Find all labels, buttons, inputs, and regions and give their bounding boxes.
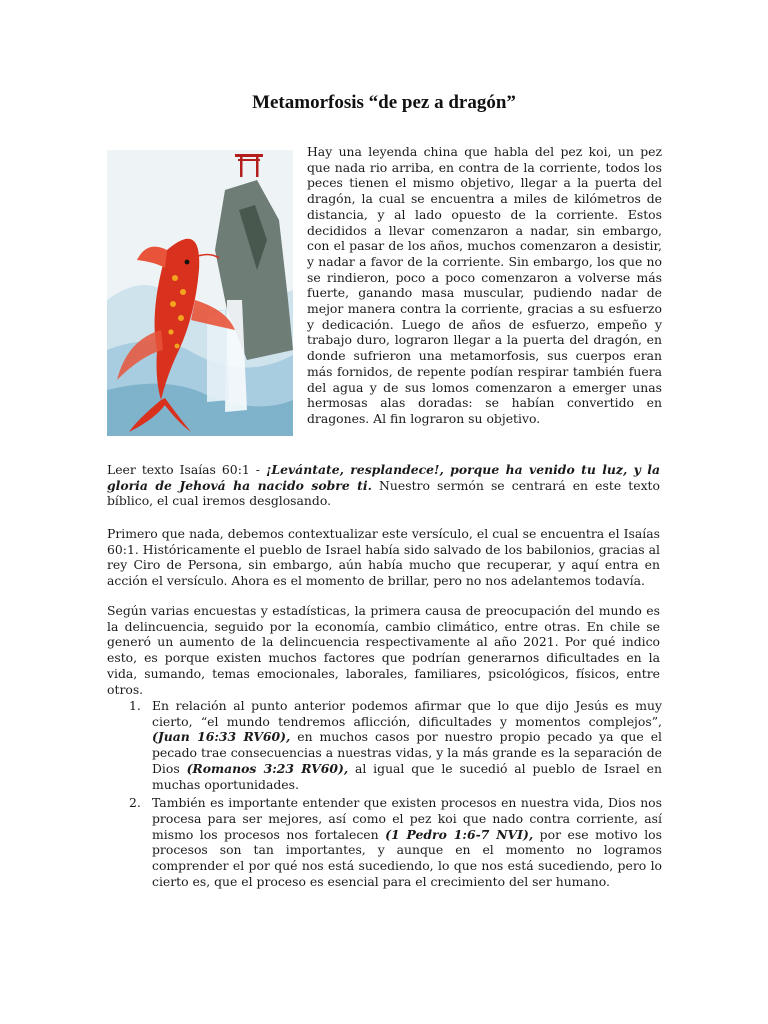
bible-reference: (Romanos 3:23 RV60), — [186, 760, 349, 776]
list-text: en muchos casos por nuestro propio pecado ya que el pecado trae consecuencias a nuestras vidas, y la más grande es la separación de Dios — [152, 729, 662, 776]
list-text: También es importante entender que existen procesos en nuestra vida, Dios nos procesa para ser mejores, así como el pez koi que nado contra corriente, así mismo los procesos nos fortalecen — [152, 795, 662, 842]
list-number: 2. — [129, 795, 141, 811]
list-text: por ese motivo los procesos son tan importantes, y aunque en el momento no logramos comprender el por qué nos está sucediendo, lo que nos está sucediendo, pero lo cierto es, que el proceso es esencial para el crecimiento del ser humano. — [152, 826, 662, 889]
list-text: al igual que le sucedió al pueblo de Israel en muchas oportunidades. — [152, 760, 662, 792]
bible-reference: (1 Pedro 1:6-7 NVI), — [385, 826, 534, 842]
list-text: En relación al punto anterior podemos afirmar que lo que dijo Jesús es muy cierto, “el mundo tendremos aflicción, dificultades y momentos complejos”, — [152, 698, 662, 729]
scripture-quote: ¡Levántate, resplandece!, porque ha venido tu luz, y la gloria de Jehová ha nacido sobre ti. — [107, 462, 660, 493]
list-number: 1. — [129, 698, 141, 713]
scripture-paragraph — [107, 462, 660, 509]
bible-reference: (Juan 16:33 RV60), — [152, 729, 291, 745]
list-item — [107, 795, 662, 889]
koi-dragon-illustration — [107, 150, 293, 436]
list-item — [107, 698, 662, 792]
scripture-lead: Leer texto Isaías 60:1 - — [107, 462, 266, 477]
document-title: Metamorfosis “de pez a dragón” — [252, 92, 516, 113]
scripture-tail: Nuestro sermón se centrará en este texto bíblico, el cual iremos desglosando. — [107, 477, 660, 509]
intro-paragraph: Hay una leyenda china que habla del pez koi, un pez que nada rio arriba, en contra de la corriente, todos los peces tienen el mismo objetivo, llegar a la puerta del dragón, la cual se encuentra a miles de kilómetros de distancia, y al lado opuesto de la corriente. Estos decididos a llevar comenzaron a nadar, sin embargo, con el pasar de los años, muchos comenzaron a desistir, y nadar a favor de la corriente. Sin embargo, los que no se rindieron, poco a poco comenzaron a volverse más fuerte, ganando masa muscular, pudiendo nadar de mejor manera contra la corriente, gracias a su esfuerzo y dedicación. Luego de años de esfuerzo, empeño y trabajo duro, lograron llegar a la puerta del dragón, en donde sufrieron una metamorfosis, sus cuerpos eran más fornidos, de repente podían respirar también fuera del agua y de sus lomos comenzaron a emerger unas hermosas alas doradas: se habían convertido en dragones. Al fin lograron su objetivo. — [307, 144, 662, 426]
context-paragraph: Primero que nada, debemos contextualizar este versículo, el cual se encuentra el Isaías 60:1. Históricamente el pueblo de Israel había sido salvado de los babilonios, gracias al rey Ciro de Persona, sin embargo, aún había mucho que recuperar, y aquí entra en acción el versículo. Ahora es el momento de brillar, pero no nos adelantemos todavía. — [107, 526, 660, 589]
statistics-paragraph: Según varias encuestas y estadísticas, la primera causa de preocupación del mundo es la delincuencia, seguido por la economía, cambio climático, entre otras. En chile se generó un aumento de la delincuencia respectivamente al año 2021. Por qué indico esto, es porque existen muchos factores que podrían generarnos dificultades en la vida, sumando, temas emocionales, laborales, familiares, psicológicos, físicos, entre otros. — [107, 603, 660, 697]
numbered-list — [107, 698, 662, 892]
